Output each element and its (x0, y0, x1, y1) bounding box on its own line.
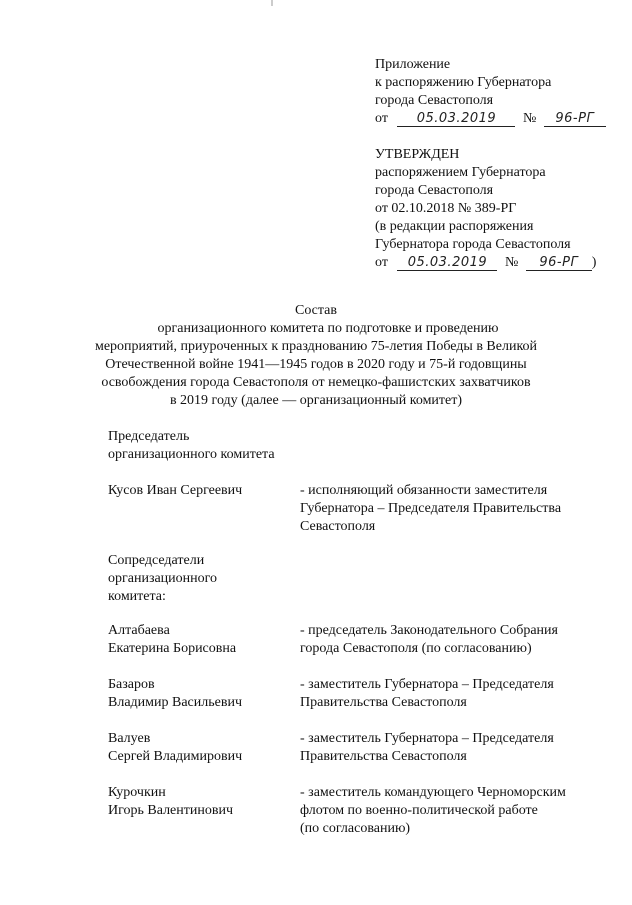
member-role-line-2: Правительства Севастополя (300, 695, 467, 710)
member-role-line-1: - заместитель Губернатора – Председателя (300, 731, 554, 746)
appendix-date-line (375, 110, 606, 127)
approved-line-3: от 02.10.2018 № 389-РГ (375, 201, 517, 216)
title-line-3: мероприятий, приуроченных к празднованию 75-летия Победы в Великой (94, 339, 538, 354)
member-role-line-2: флотом по военно-политической работе (300, 803, 538, 818)
title-line-1: Состав (294, 303, 337, 318)
member-surname: Курочкин (108, 785, 166, 800)
title-line-2: организационного комитета по подготовке и проведению (157, 321, 499, 336)
handwritten-date: 05.03.2019 (397, 256, 497, 271)
member-surname: Валуев (108, 731, 151, 746)
member-role-line-1: - заместитель Губернатора – Председателя (300, 677, 554, 692)
chair-role-line-2: Губернатора – Председателя Правительства (300, 501, 562, 516)
chair-heading-line-2: организационного комитета (108, 447, 275, 462)
approved-line-1: распоряжением Губернатора (375, 165, 546, 180)
appendix-line-2: к распоряжению Губернатора (375, 75, 552, 90)
member-role-line-2: Правительства Севастополя (300, 749, 467, 764)
approved-heading: УТВЕРЖДЕН (375, 147, 460, 162)
cochairs-heading-line-2: организационного (108, 571, 218, 586)
handwritten-date: 05.03.2019 (397, 112, 515, 127)
approved-line-2: города Севастополя (375, 183, 494, 198)
member-given-names: Игорь Валентинович (108, 803, 234, 818)
chair-role-line-3: Севастополя (300, 519, 376, 534)
member-role-line-1: - председатель Законодательного Собрания (300, 623, 558, 638)
handwritten-number: 96-РГ (526, 256, 592, 271)
member-given-names: Сергей Владимирович (108, 749, 243, 764)
appendix-line-3: города Севастополя (375, 93, 494, 108)
chair-role-line-1: - исполняющий обязанности заместителя (300, 483, 548, 498)
member-role-line-1: - заместитель командующего Черноморским (300, 785, 566, 800)
appendix-line-1: Приложение (375, 57, 451, 72)
from-label: от (375, 255, 388, 270)
member-role-line-3: (по согласованию) (300, 821, 411, 836)
member-surname: Базаров (108, 677, 155, 692)
member-given-names: Екатерина Борисовна (108, 641, 237, 656)
title-line-5: освобождения города Севастополя от немецко-фашистских захватчиков (101, 375, 531, 390)
approved-line-4: (в редакции распоряжения (375, 219, 534, 234)
chair-name: Кусов Иван Сергеевич (108, 483, 243, 498)
cochairs-heading-line-1: Сопредседатели (108, 553, 205, 568)
member-surname: Алтабаева (108, 623, 170, 638)
scan-speck (271, 0, 273, 6)
closing-paren: ) (591, 255, 597, 270)
number-label: № (522, 111, 537, 126)
member-role-line-2: города Севастополя (по согласованию) (300, 641, 532, 656)
approved-date-line (375, 254, 596, 271)
handwritten-number: 96-РГ (544, 112, 606, 127)
cochairs-heading-line-3: комитета: (108, 589, 166, 604)
title-line-6: в 2019 году (далее — организационный комитет) (169, 393, 463, 408)
member-given-names: Владимир Васильевич (108, 695, 242, 710)
chair-heading-line-1: Председатель (108, 429, 190, 444)
title-line-4: Отечественной войне 1941—1945 годов в 2020 году и 75-й годовщины (105, 357, 527, 372)
from-label: от (375, 111, 388, 126)
approved-line-5: Губернатора города Севастополя (375, 237, 571, 252)
number-label: № (504, 255, 519, 270)
